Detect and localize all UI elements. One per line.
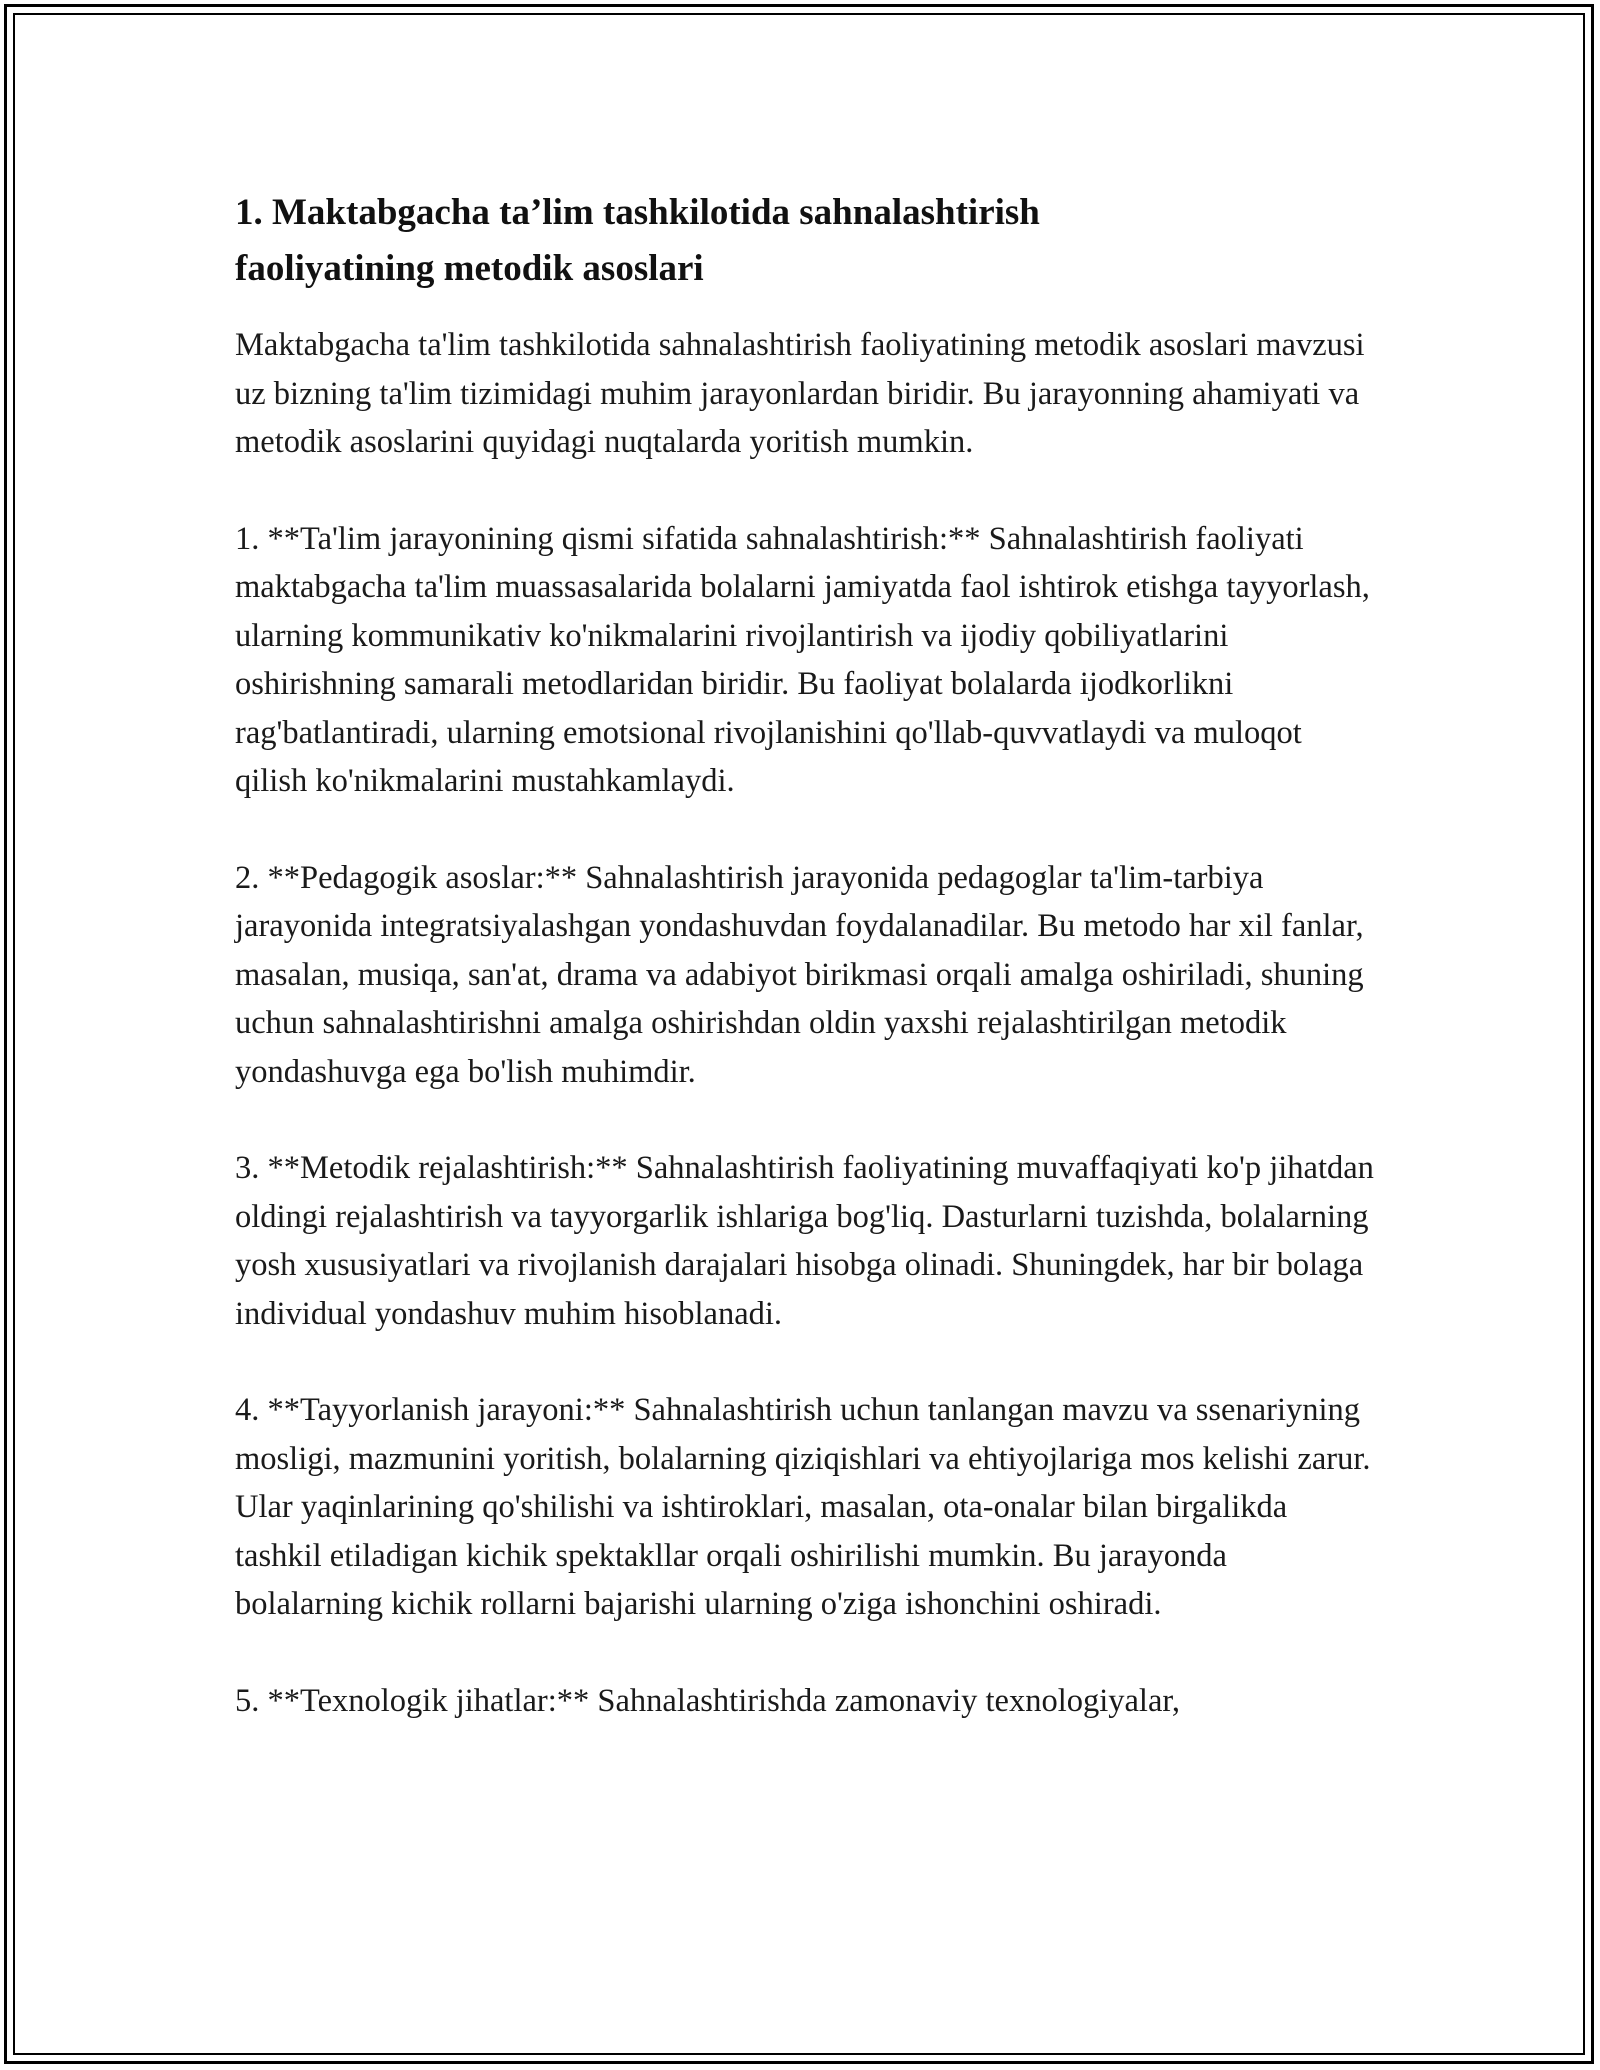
section-heading — [235, 185, 1375, 297]
section-heading-line-2: faoliyatining metodik asoslari — [235, 248, 704, 289]
section-heading-line-1: 1. Maktabgacha ta’lim tashkilotida sahnalashtirish — [235, 192, 1040, 233]
list-item-4-paragraph: 4. **Tayyorlanish jarayoni:** Sahnalashtirish uchun tanlangan mavzu va ssenariyning mosligi, mazmunini yoritish, bolalarning qiziqishlari va ehtiyojlariga mos kelishi zarur. Ular yaqinlarining qo'shilishi va ishtiroklari, masalan, ota-onalar bilan birgalikda tashkil etiladigan kichik spektakllar orqali oshirilishi mumkin. Bu jarayonda bolalarning kichik rollarni bajarishi ularning o'ziga ishonchini oshiradi. — [235, 1392, 1371, 1622]
intro-paragraph: Maktabgacha ta'lim tashkilotida sahnalashtirish faoliyatining metodik asoslari mavzusi uz bizning ta'lim tizimidagi muhim jarayonlardan biridir. Bu jarayonning ahamiyati va metodik asoslarini quyidagi nuqtalarda yoritish mumkin. — [235, 327, 1365, 460]
list-item-1-paragraph: 1. **Ta'lim jarayonining qismi sifatida sahnalashtirish:** Sahnalashtirish faoliyati maktabgacha ta'lim muassasalarida bolalarni jamiyatda faol ishtirok etishga tayyorlash, ularning kommunikativ ko'nikmalarini rivojlantirish va ijodiy qobiliyatlarini oshirishning samarali metodlaridan biridir. Bu faoliyat bolalarda ijodkorlikni rag'batlantiradi, ularning emotsional rivojlanishini qo'llab-quvvatlaydi va muloqot qilish ko'nikmalarini mustahkamlaydi. — [235, 520, 1370, 799]
document-body — [235, 185, 1375, 1773]
list-item-3-paragraph: 3. **Metodik rejalashtirish:** Sahnalashtirish faoliyatining muvaffaqiyati ko'p jihatdan oldingi rejalashtirish va tayyorgarlik ishlariga bog'liq. Dasturlarni tuzishda, bolalarning yosh xususiyatlari va rivojlanish darajalari hisobga olinadi. Shuningdek, har bir bolaga individual yondashuv muhim hisoblanadi. — [235, 1150, 1374, 1332]
list-item-2-paragraph: 2. **Pedagogik asoslar:** Sahnalashtirish jarayonida pedagoglar ta'lim-tarbiya jarayonida integratsiyalashgan yondashuvdan foydalanadilar. Bu metodo har xil fanlar, masalan, musiqa, san'at, drama va adabiyot birikmasi orqali amalga oshiriladi, shuning uchun sahnalashtirishni amalga oshirishdan oldin yaxshi rejalashtirilgan metodik yondashuvga ega bo'lish muhimdir. — [235, 859, 1364, 1090]
list-item-5-paragraph: 5. **Texnologik jihatlar:** Sahnalashtirishda zamonaviy texnologiyalar, — [235, 1682, 1181, 1719]
